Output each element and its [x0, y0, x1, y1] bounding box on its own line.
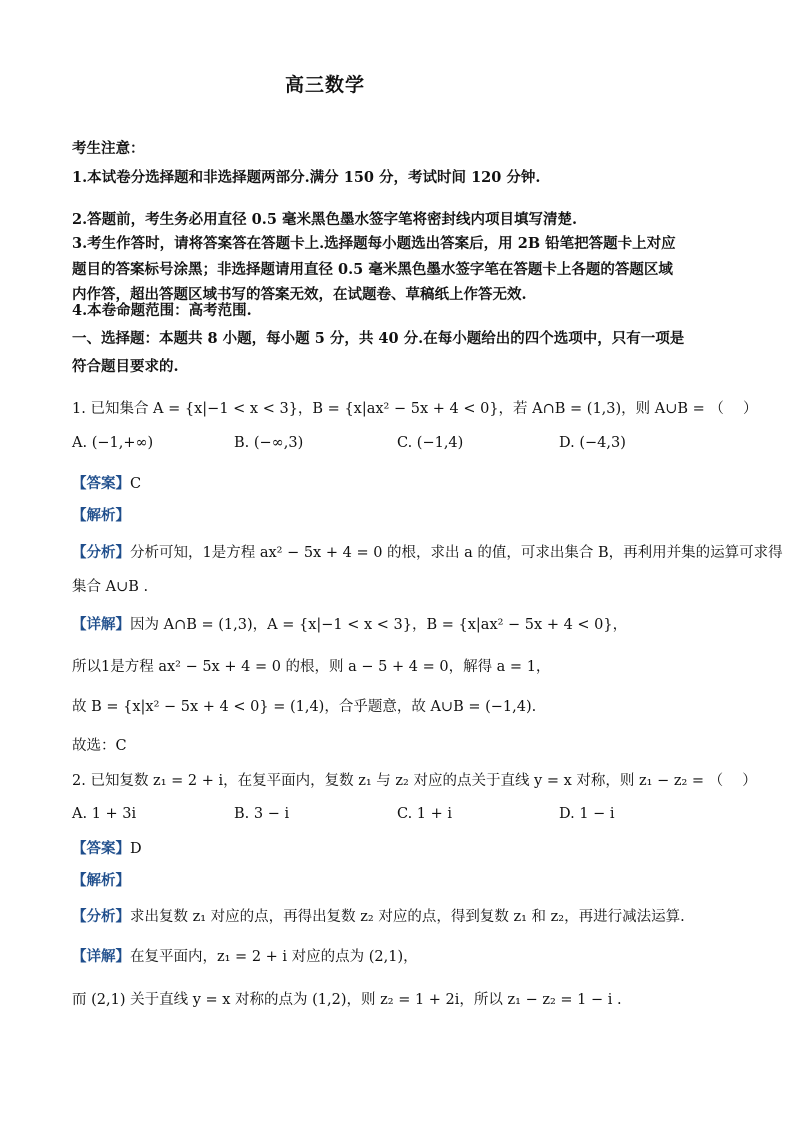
q2-xiangjie-row	[72, 945, 418, 966]
notice-heading: 考生注意：	[72, 140, 145, 157]
q1-answer-row	[72, 472, 141, 493]
q2-answer-row	[72, 837, 142, 858]
q1-xiangjie-3: 故 B = {x|x² − 5x + 4 < 0} = (1,4)，合乎题意，故 A∪B = (−1,4).	[72, 699, 537, 715]
q2-option-c: C. 1 + i	[397, 806, 453, 822]
q1-option-a: A. (−1,+∞)	[72, 435, 154, 451]
q1-option-c: C. (−1,4)	[397, 435, 464, 451]
q1-fenxi-row	[72, 541, 783, 562]
xiangjie-tag: 【详解】	[72, 948, 130, 965]
q1-option-d: D. (−4,3)	[559, 435, 626, 451]
answer-tag: 【答案】	[72, 475, 130, 492]
fenxi-tag: 【分析】	[72, 908, 130, 925]
q1-answer: C	[130, 476, 142, 492]
q1-fenxi-1: 分析可知，1是方程 ax² − 5x + 4 = 0 的根，求出 a 的值，可求出集合 B，再利用并集的运算可求得	[130, 545, 783, 561]
xiangjie-tag: 【详解】	[72, 616, 130, 633]
q2-xiangjie-1: 在复平面内，z₁ = 2 + i 对应的点为 (2,1)，	[130, 949, 418, 965]
notice-item-4: 4.本卷命题范围：高考范围.	[72, 302, 252, 319]
answer-tag: 【答案】	[72, 840, 130, 857]
notice-item-3-cont-1: 题目的答案标号涂黑；非选择题请用直径 0.5 毫米黑色墨水签字笔在答题卡上各题的答题区域	[72, 261, 673, 278]
q2-analysis-row	[72, 869, 130, 890]
notice-item-3-cont-2: 内作答，超出答题区域书写的答案无效，在试题卷、草稿纸上作答无效.	[72, 286, 527, 303]
q2-option-a: A. 1 + 3i	[72, 806, 137, 822]
section-heading-cont: 符合题目要求的.	[72, 358, 179, 375]
analysis-tag: 【解析】	[72, 507, 130, 524]
q1-option-b: B. (−∞,3)	[234, 435, 304, 451]
fenxi-tag: 【分析】	[72, 544, 130, 561]
q2-fenxi-row	[72, 905, 685, 926]
q2-fenxi-1: 求出复数 z₁ 对应的点，再得出复数 z₂ 对应的点，得到复数 z₁ 和 z₂，再进行减法运算.	[130, 909, 685, 925]
q1-xiangjie-1: 因为 A∩B = (1,3)，A = {x|−1 < x < 3}，B = {x|ax² − 5x + 4 < 0}，	[130, 617, 628, 633]
notice-item-1: 1.本试卷分选择题和非选择题两部分.满分 150 分，考试时间 120 分钟.	[72, 169, 541, 186]
q1-stem: 1. 已知集合 A = {x|−1 < x < 3}，B = {x|ax² − 5x + 4 < 0}，若 A∩B = (1,3)，则 A∪B = （ ）	[72, 401, 758, 417]
q2-stem: 2. 已知复数 z₁ = 2 + i，在复平面内，复数 z₁ 与 z₂ 对应的点关于直线 y = x 对称，则 z₁ − z₂ = （ ）	[72, 773, 757, 789]
notice-item-3: 3.考生作答时，请将答案答在答题卡上.选择题每小题选出答案后，用 2B 铅笔把答题卡上对应	[72, 235, 676, 252]
q1-choice: 故选：C	[72, 738, 127, 754]
q1-analysis-row	[72, 504, 130, 525]
section-heading: 一、选择题：本题共 8 小题，每小题 5 分，共 40 分.在每小题给出的四个选项中，只有一项是	[72, 330, 685, 347]
q2-answer: D	[130, 841, 142, 857]
q1-xiangjie-row	[72, 613, 627, 634]
analysis-tag: 【解析】	[72, 872, 130, 889]
q2-option-d: D. 1 − i	[559, 806, 615, 822]
page-title: 高三数学	[284, 74, 365, 96]
q1-fenxi-2: 集合 A∪B .	[72, 579, 149, 595]
q2-option-b: B. 3 − i	[234, 806, 290, 822]
q1-xiangjie-2: 所以1是方程 ax² − 5x + 4 = 0 的根，则 a − 5 + 4 = 0，解得 a = 1，	[72, 659, 551, 675]
notice-item-2: 2.答题前，考生务必用直径 0.5 毫米黑色墨水签字笔将密封线内项目填写清楚.	[72, 211, 578, 228]
q2-xiangjie-2: 而 (2,1) 关于直线 y = x 对称的点为 (1,2)，则 z₂ = 1 + 2i，所以 z₁ − z₂ = 1 − i .	[72, 992, 622, 1008]
